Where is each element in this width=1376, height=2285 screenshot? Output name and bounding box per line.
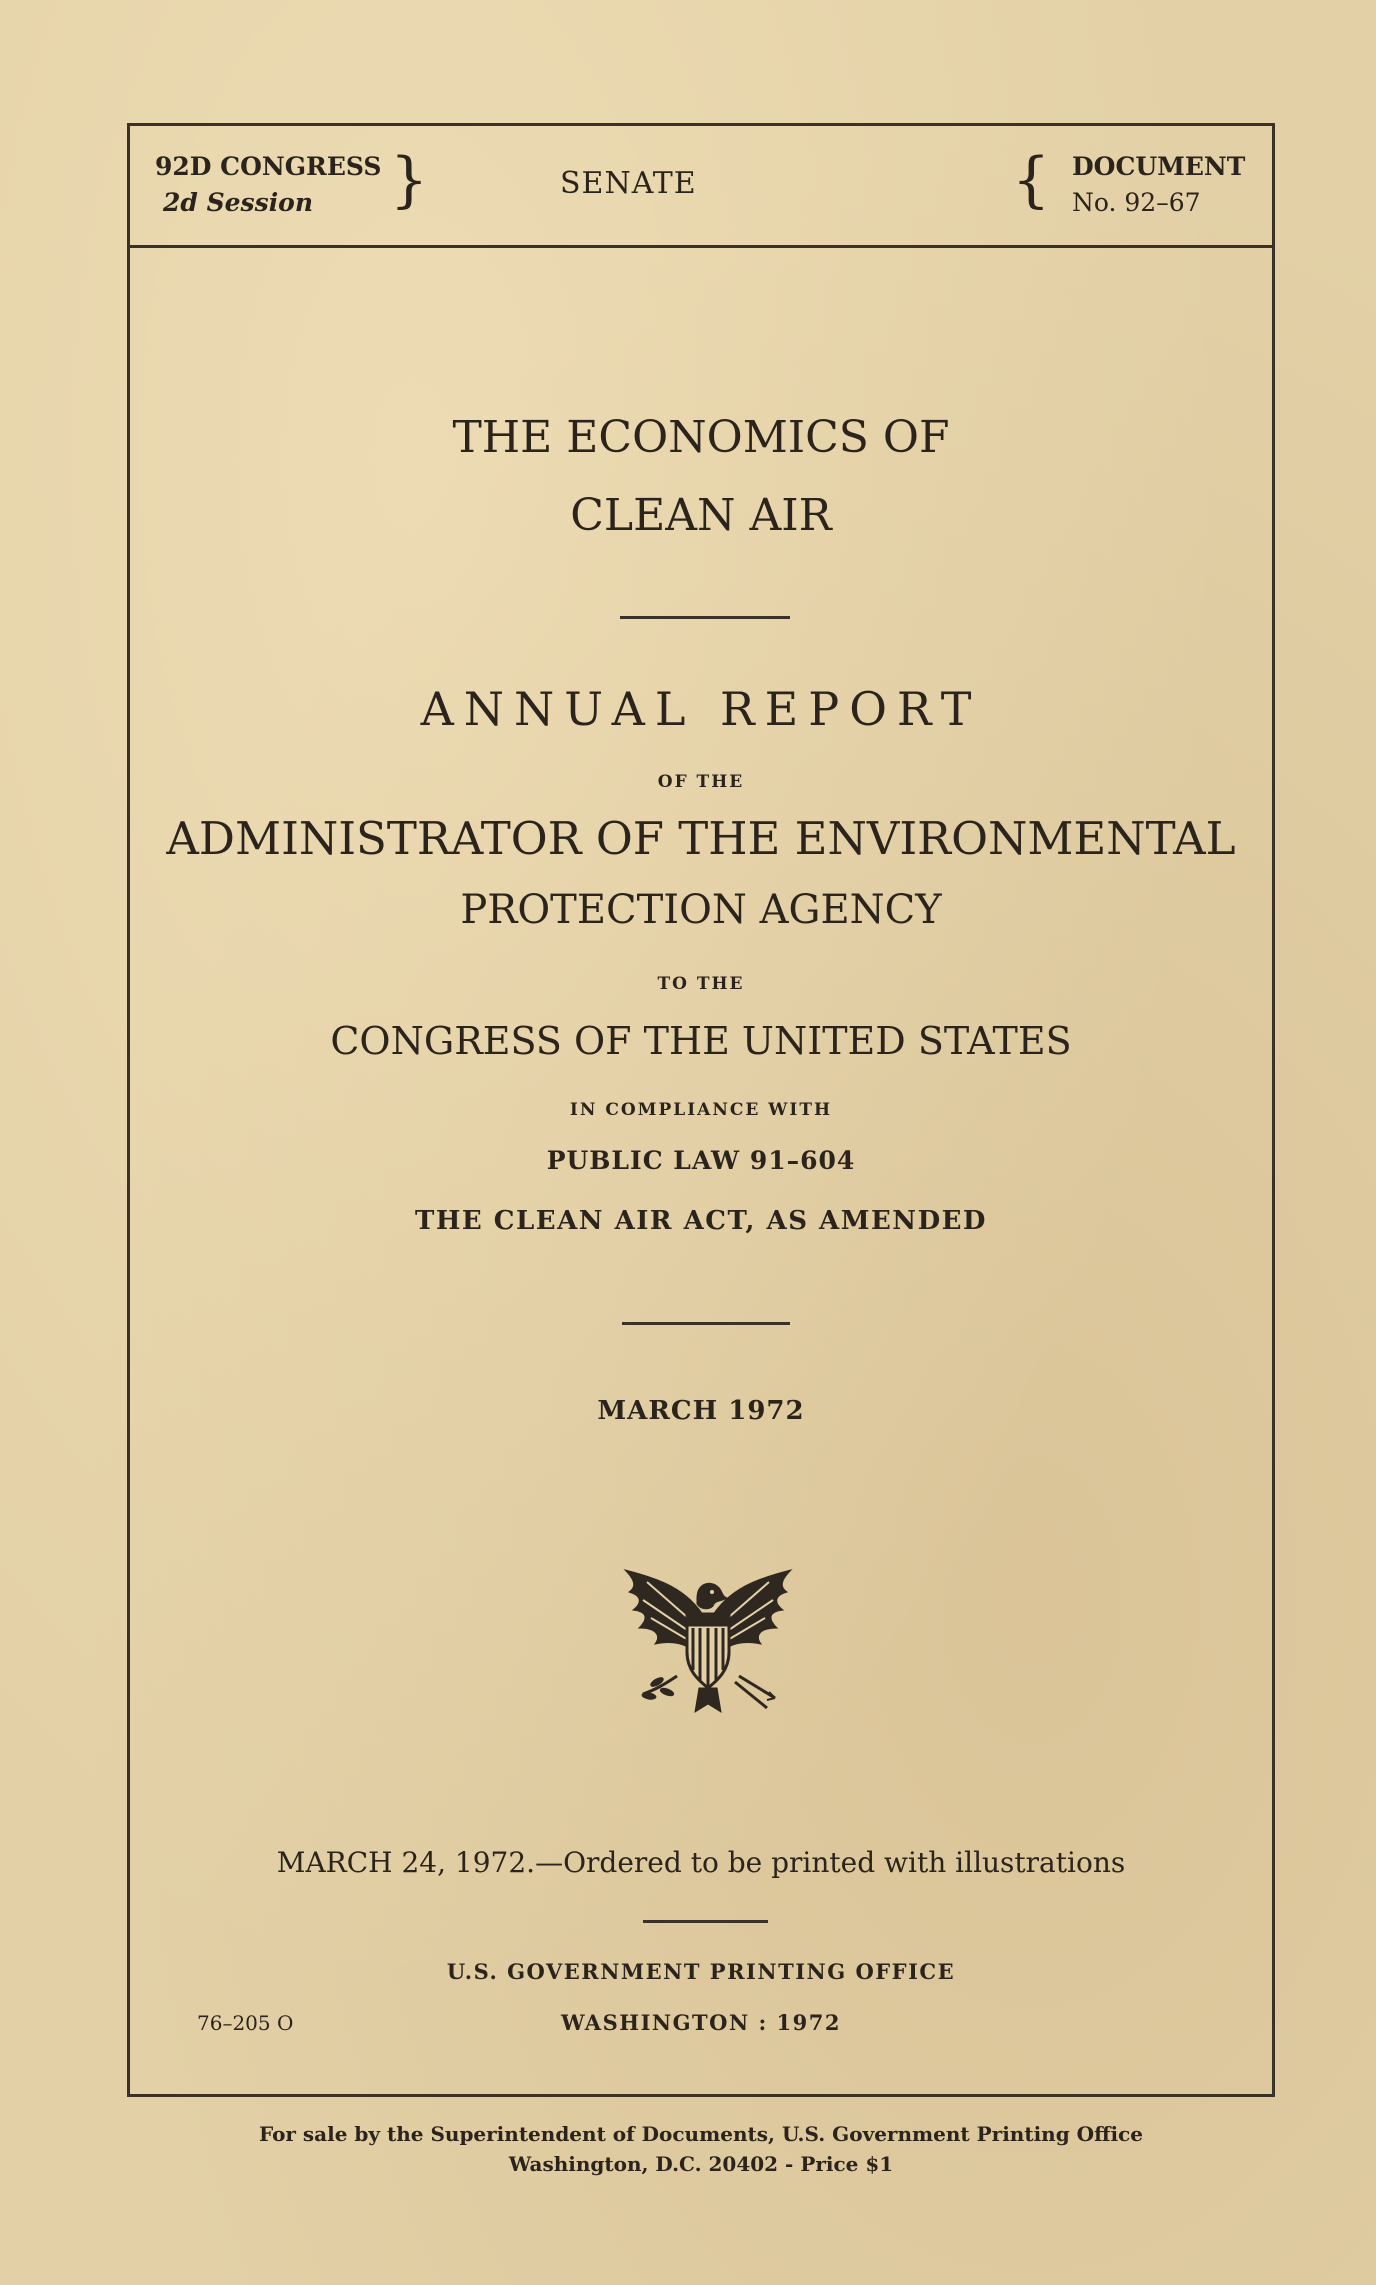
title-line-1: THE ECONOMICS OF [452, 412, 950, 463]
printer-name: U.S. GOVERNMENT PRINTING OFFICE [446, 1959, 956, 1984]
report-date: MARCH 1972 [597, 1396, 805, 1426]
compliance-label: IN COMPLIANCE WITH [569, 1100, 833, 1120]
header-divider [127, 245, 1275, 248]
left-brace: } [390, 145, 429, 215]
document-label: DOCUMENT [1072, 152, 1246, 181]
title-line-2: CLEAN AIR [570, 490, 832, 541]
congress-label: 92D CONGRESS [155, 152, 382, 181]
footer-rule [643, 1920, 768, 1923]
to-the-label: TO THE [657, 974, 745, 994]
title-rule [620, 616, 790, 619]
report-heading: ANNUAL REPORT [420, 682, 982, 736]
eagle-seal-icon [617, 1548, 799, 1720]
of-the-label: OF THE [657, 772, 745, 792]
document-number: No. 92–67 [1072, 188, 1201, 217]
middle-rule [622, 1322, 790, 1325]
sale-notice-line-1: For sale by the Superintendent of Documents, U.S. Government Printing Office [258, 2122, 1144, 2146]
act-name: THE CLEAN AIR ACT, AS AMENDED [415, 1206, 987, 1236]
ordered-printed-line: MARCH 24, 1972.—Ordered to be printed with illustrations [276, 1846, 1126, 1879]
job-number: 76–205 O [197, 2011, 294, 2035]
recipient-line: CONGRESS OF THE UNITED STATES [330, 1019, 1072, 1063]
place-year: WASHINGTON : 1972 [561, 2010, 841, 2035]
agency-line: PROTECTION AGENCY [460, 887, 942, 933]
chamber-label: SENATE [560, 166, 697, 201]
right-brace: { [1012, 145, 1051, 215]
sale-notice-line-2: Washington, D.C. 20402 - Price $1 [508, 2152, 894, 2176]
session-label: 2d Session [163, 188, 314, 217]
administrator-line: ADMINISTRATOR OF THE ENVIRONMENTAL [166, 812, 1236, 865]
public-law: PUBLIC LAW 91–604 [546, 1146, 856, 1175]
